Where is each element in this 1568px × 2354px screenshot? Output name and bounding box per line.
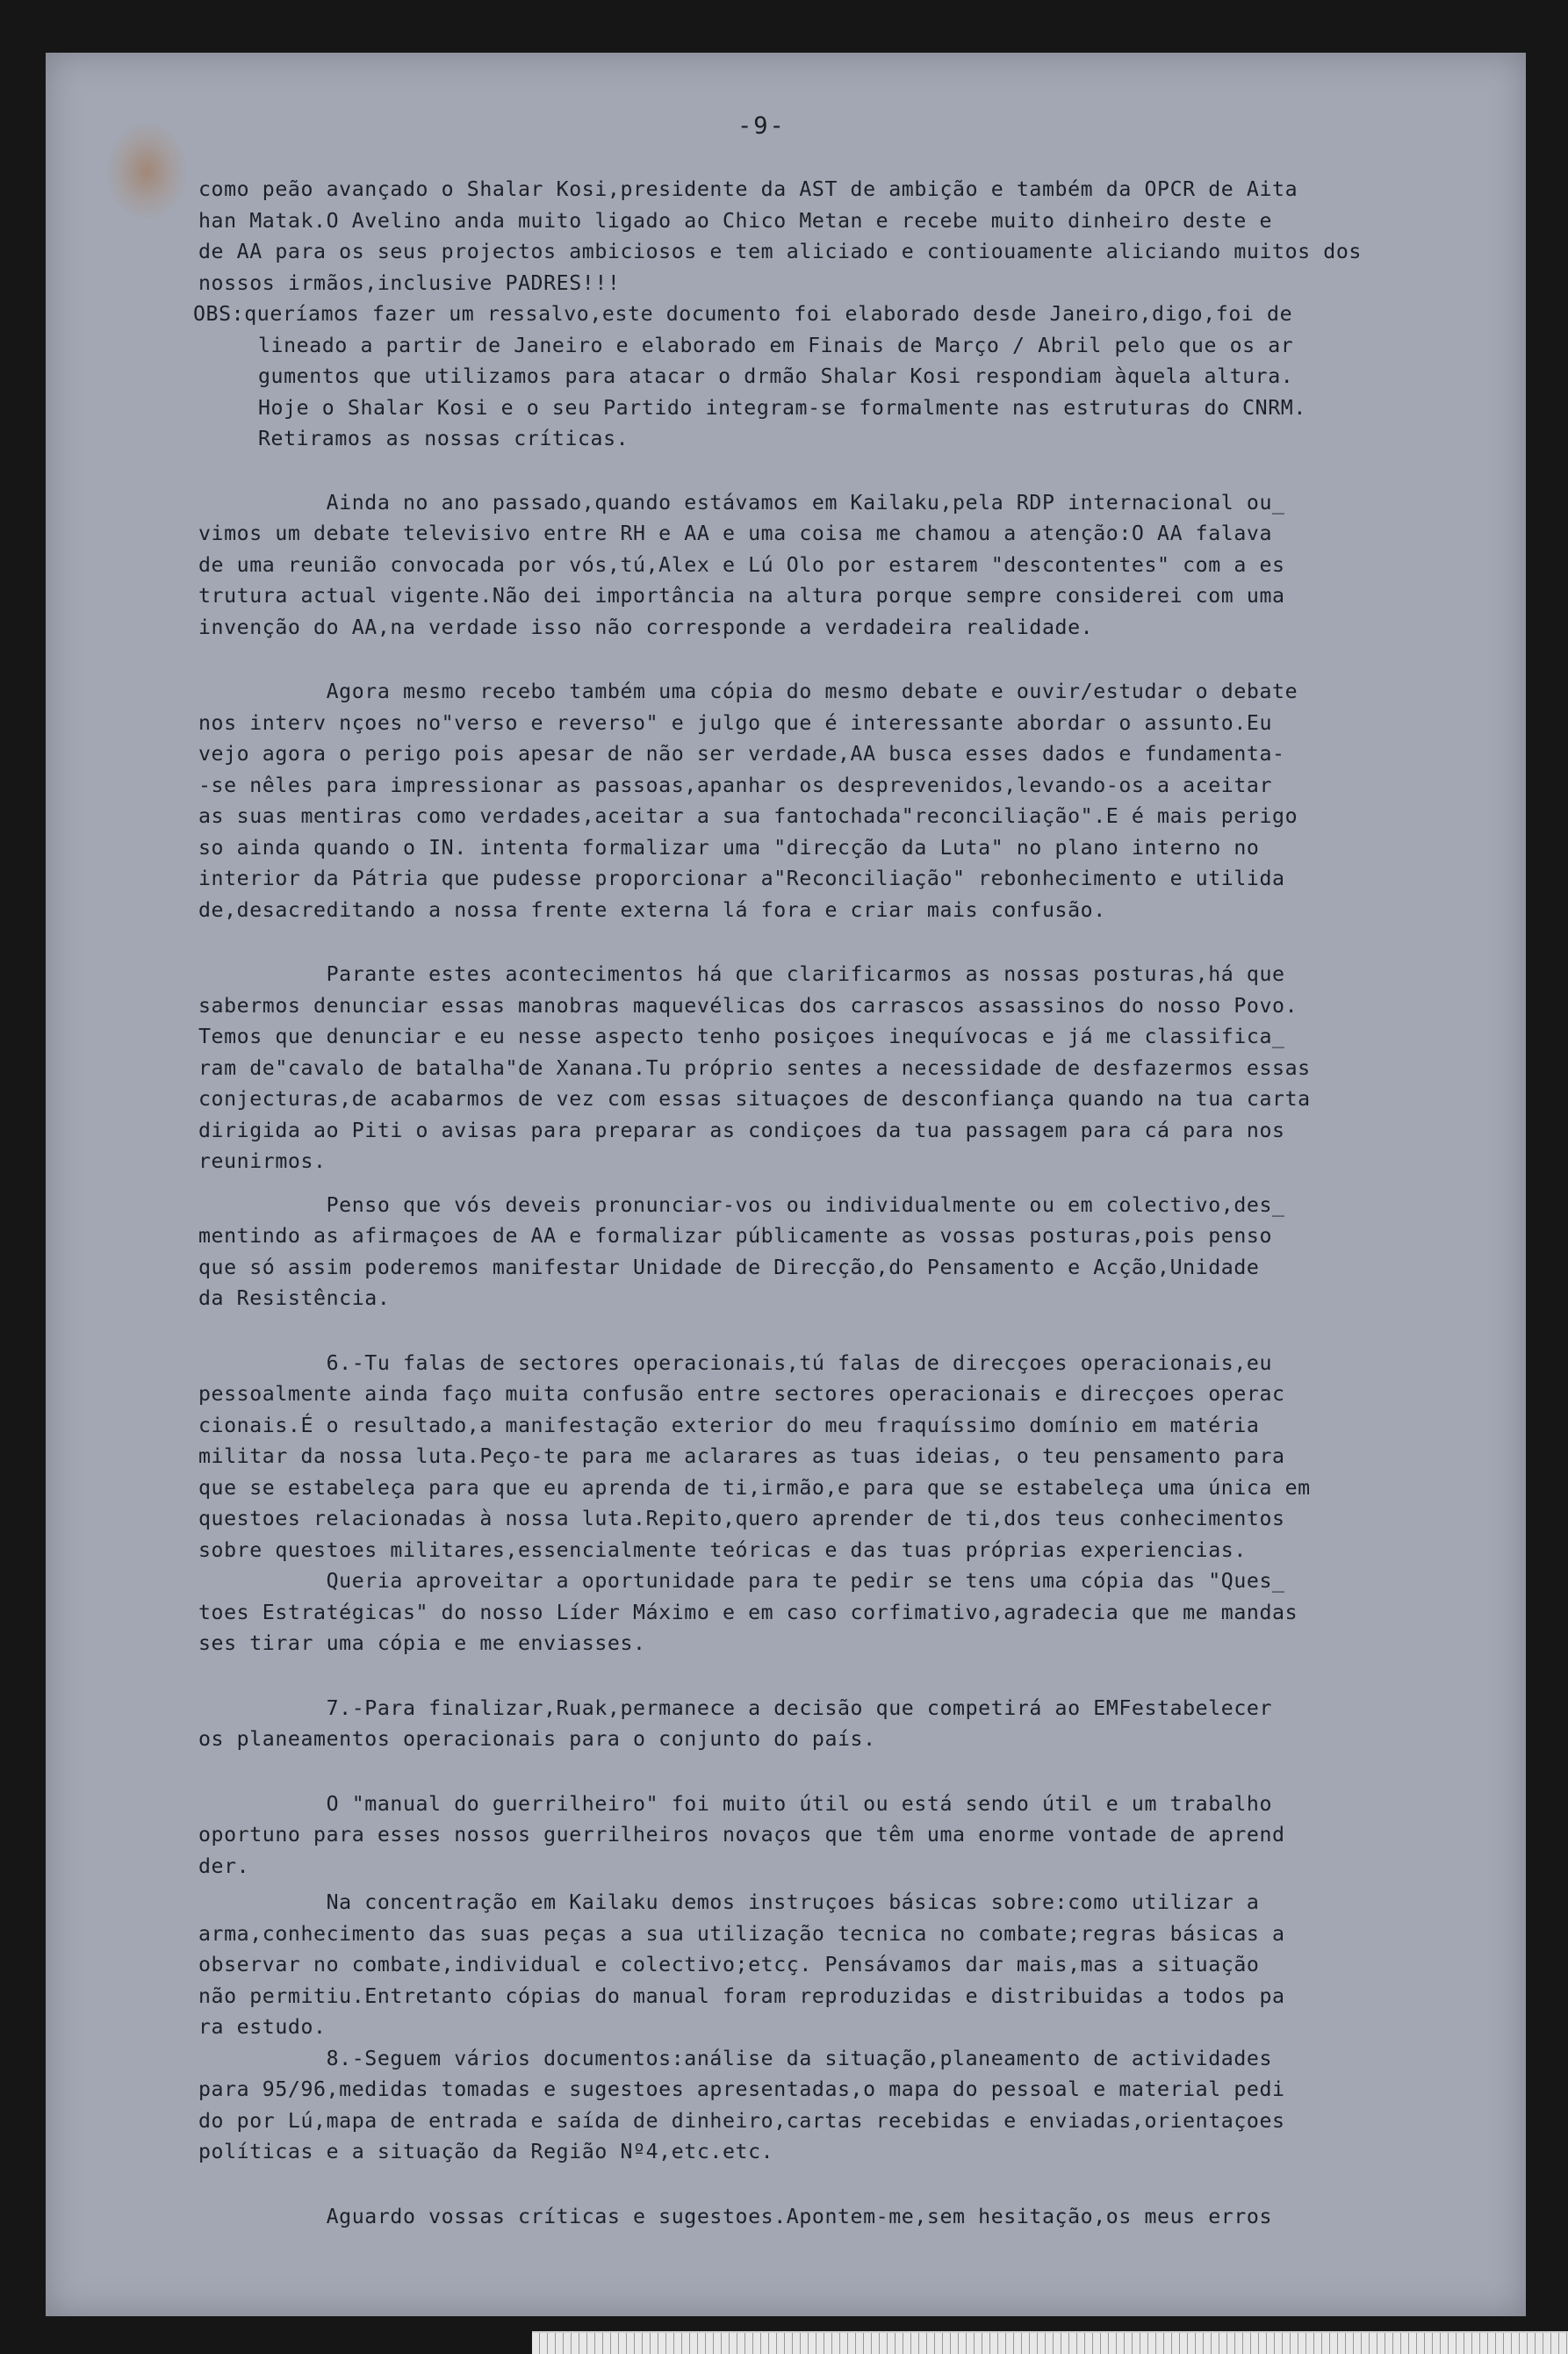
text-line: gumentos que utilizamos para atacar o drmão Shalar Kosi respondiam àquela altura. [258, 364, 1294, 388]
text-line: nossos irmãos,inclusive PADRES!!! [198, 270, 621, 295]
text-line: não permitiu.Entretanto cópias do manual foram reproduzidas e distribuidas a todos pa [198, 1983, 1285, 2008]
paragraph [198, 959, 1480, 1177]
text-line: as suas mentiras como verdades,aceitar a sua fantochada"reconciliação".E é mais perigo [198, 804, 1298, 828]
text-line: lineado a partir de Janeiro e elaborado em Finais de Março / Abril pelo que os ar [258, 333, 1294, 357]
paper-stain [107, 123, 186, 220]
text-line: Queria aproveitar a oportunidade para te pedir se tens uma cópia das "Ques_ [198, 1569, 1285, 1593]
text-line: conjecturas,de acabarmos de vez com essas situaçoes de desconfiança quando na tua carta [198, 1087, 1311, 1111]
text-line: Retiramos as nossas críticas. [258, 427, 629, 450]
text-line: vimos um debate televisivo entre RH e AA e uma coisa me chamou a atenção:O AA falava [198, 522, 1273, 545]
paragraph [198, 1190, 1480, 1314]
text-line: toes Estratégicas" do nosso Líder Máximo e em caso corfimativo,agradecia que me mandas [198, 1600, 1298, 1624]
text-line: dirigida ao Piti o avisas para preparar as condiçoes da tua passagem para cá para nos [198, 1118, 1285, 1142]
text-line: ses tirar uma cópia e me enviasses. [198, 1631, 646, 1655]
text-line: nos interv nçoes no"verso e reverso" e julgo que é interessante abordar o assunto.Eu [198, 710, 1273, 735]
text-line: Ainda no ano passado,quando estávamos em Kailaku,pela RDP internacional ou_ [198, 490, 1285, 515]
text-line: -se nêles para impressionar as passoas,apanhar os desprevenidos,levando-os a aceitar [198, 773, 1273, 797]
text-line: ra estudo. [198, 2015, 327, 2039]
text-line: so ainda quando o IN. intenta formalizar uma "direcção da Luta" no plano interno no [198, 835, 1260, 860]
text-line: como peão avançado o Shalar Kosi,presidente da AST de ambição e também da OPCR de Aita [198, 177, 1298, 201]
document-body [193, 174, 1480, 2232]
paragraph [198, 1789, 1480, 1882]
text-line: de AA para os seus projectos ambiciosos e tem aliciado e contiouamente aliciando muitos dos [198, 240, 1362, 263]
text-line: para 95/96,medidas tomadas e sugestoes apresentadas,o mapa do pessoal e material pedi [198, 2077, 1285, 2101]
text-line: questoes relacionadas à nossa luta.Repito,quero aprender de ti,dos teus conhecimentos [198, 1507, 1285, 1530]
text-line: OBS:queríamos fazer um ressalvo,este documento foi elaborado desde Janeiro,digo,foi de [193, 302, 1293, 326]
text-line: que se estabeleça para que eu aprenda de ti,irmão,e para que se estabeleça uma única em [198, 1475, 1311, 1500]
text-line: Parante estes acontecimentos há que clarificarmos as nossas posturas,há que [198, 962, 1285, 986]
paragraph [198, 2201, 1480, 2233]
text-line: cionais.É o resultado,a manifestação exterior do meu fraquíssimo domínio em matéria [198, 1413, 1260, 1437]
text-line: interior da Pátria que pudesse proporcionar a"Reconciliação" rebonhecimento e utilida [198, 867, 1285, 890]
observation-note [193, 299, 1480, 455]
text-line: Temos que denunciar e eu nesse aspecto tenho posiçoes inequívocas e já me classifica_ [198, 1025, 1285, 1048]
text-line: de uma reunião convocada por vós,tú,Alex e Lú Olo por estarem "descontentes" com a es [198, 552, 1285, 577]
text-line: Na concentração em Kailaku demos instruçoes básicas sobre:como utilizar a [198, 1890, 1260, 1914]
text-line: Aguardo vossas críticas e sugestoes.Apontem-me,sem hesitação,os meus erros [198, 2204, 1273, 2228]
text-line: observar no combate,individual e colectivo;etcç. Pensávamos dar mais,mas a situação [198, 1953, 1260, 1976]
paragraph [198, 1693, 1480, 1755]
paragraph [198, 1348, 1480, 1659]
text-line: invenção do AA,na verdade isso não corresponde a verdadeira realidade. [198, 615, 1094, 639]
text-line: oportuno para esses nossos guerrilheiros novaços que têm uma enorme vontade de aprend [198, 1823, 1285, 1846]
text-line: 6.-Tu falas de sectores operacionais,tú falas de direcçoes operacionais,eu [198, 1350, 1273, 1375]
text-line: políticas e a situação da Região Nº4,etc.etc. [198, 2140, 774, 2163]
text-line: sobre questoes militares,essencialmente teóricas e das tuas próprias experiencias. [198, 1537, 1247, 1562]
text-line: arma,conhecimento das suas peças a sua utilização tecnica no combate;regras básicas a [198, 1921, 1285, 1946]
text-line: militar da nossa luta.Peço-te para me aclarares as tuas ideias, o teu pensamento para [198, 1444, 1285, 1468]
text-line: Penso que vós deveis pronunciar-vos ou individualmente ou em colectivo,des_ [198, 1192, 1285, 1217]
text-line: Hoje o Shalar Kosi e o seu Partido integram-se formalmente nas estruturas do CNRM. [258, 395, 1306, 420]
text-line: mentindo as afirmaçoes de AA e formalizar públicamente as vossas posturas,pois penso [198, 1224, 1273, 1248]
paragraph [198, 676, 1480, 925]
text-line: do por Lú,mapa de entrada e saída de dinheiro,cartas recebidas e enviadas,orientaçoes [198, 2108, 1285, 2133]
text-line: reunirmos. [198, 1149, 327, 1173]
text-line: ram de"cavalo de batalha"de Xanana.Tu próprio sentes a necessidade de desfazermos essas [198, 1055, 1311, 1080]
paragraph [198, 487, 1480, 644]
text-line: 7.-Para finalizar,Ruak,permanece a decisão que competirá ao EMFestabelecer [198, 1695, 1273, 1720]
page-number: -9- [737, 112, 786, 140]
text-line: que só assim poderemos manifestar Unidade de Direcção,do Pensamento e Acção,Unidade [198, 1255, 1260, 1279]
text-line: os planeamentos operacionais para o conjunto do país. [198, 1727, 876, 1751]
text-line: O "manual do guerrilheiro" foi muito útil ou está sendo útil e um trabalho [198, 1791, 1273, 1816]
paragraph [198, 1887, 1480, 2168]
paragraph [198, 174, 1480, 299]
text-line: vejo agora o perigo pois apesar de não ser verdade,AA busca esses dados e fundamenta- [198, 742, 1285, 766]
text-line: sabermos denunciar essas manobras maquevélicas dos carrascos assassinos do nosso Povo. [198, 993, 1298, 1018]
text-line: han Matak.O Avelino anda muito ligado ao Chico Metan e recebe muito dinheiro deste e [198, 208, 1273, 233]
text-line: de,desacreditando a nossa frente externa lá fora e criar mais confusão. [198, 897, 1106, 922]
text-line: pessoalmente ainda faço muita confusão entre sectores operacionais e direcçoes operac [198, 1382, 1285, 1406]
scan-ruler [532, 2331, 1568, 2354]
text-line: da Resistência. [198, 1286, 391, 1310]
text-line: 8.-Seguem vários documentos:análise da situação,planeamento de actividades [198, 2046, 1273, 2070]
text-line: der. [198, 1854, 250, 1878]
text-line: Agora mesmo recebo também uma cópia do mesmo debate e ouvir/estudar o debate [198, 680, 1298, 703]
text-line: trutura actual vigente.Não dei importância na altura porque sempre considerei com uma [198, 584, 1285, 608]
